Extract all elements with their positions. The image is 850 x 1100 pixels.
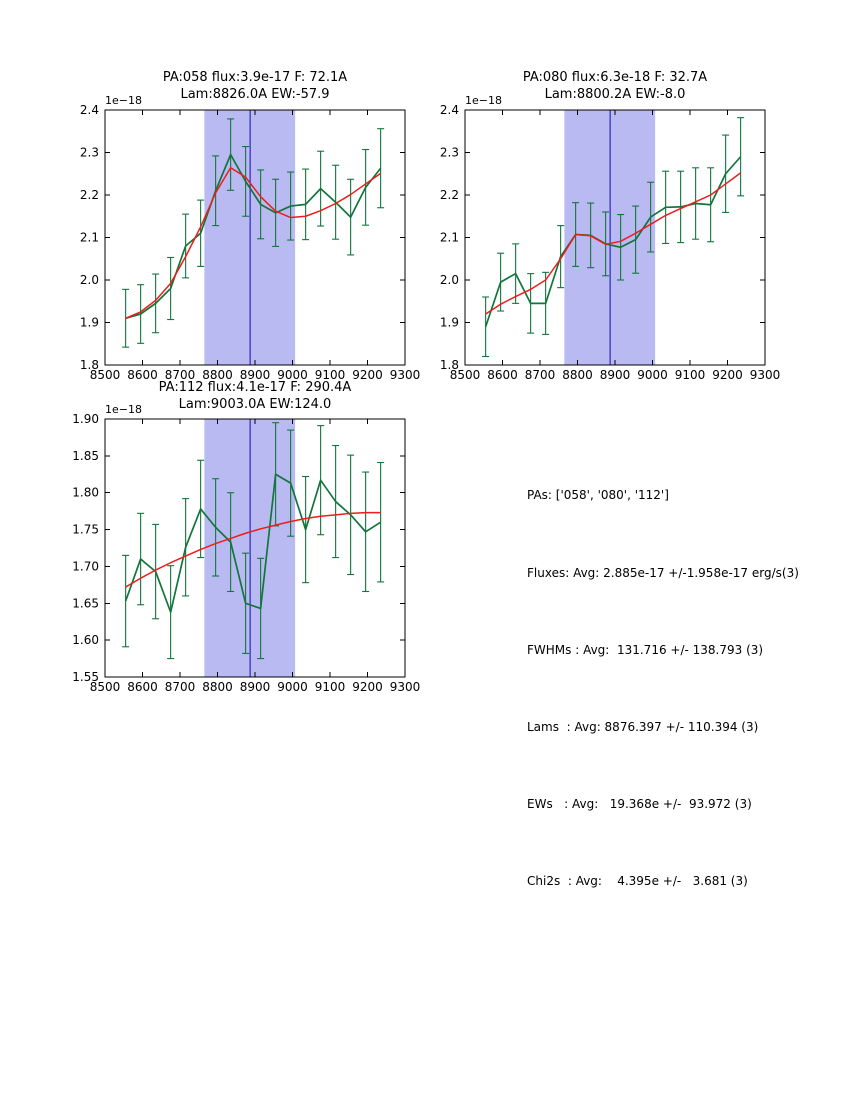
svg-text:2.1: 2.1 <box>79 230 99 245</box>
svg-text:8500: 8500 <box>89 368 121 382</box>
svg-text:8700: 8700 <box>164 680 196 694</box>
svg-text:8600: 8600 <box>127 680 158 694</box>
svg-text:9000: 9000 <box>277 368 308 382</box>
svg-text:1.8: 1.8 <box>79 358 99 372</box>
svg-text:9300: 9300 <box>389 368 421 382</box>
summary-stats <box>527 432 799 946</box>
stats-line-chi2s: Chi2s : Avg: 4.395e +/- 3.681 (3) <box>527 873 748 888</box>
svg-text:2.3: 2.3 <box>439 145 459 160</box>
chart-title-line1: PA:080 flux:6.3e-18 F: 32.7A <box>522 70 708 85</box>
chart-title-line2: Lam:8826.0A EW:-57.9 <box>180 87 330 102</box>
svg-text:1.65: 1.65 <box>72 596 99 611</box>
svg-text:9200: 9200 <box>352 680 383 694</box>
svg-text:8600: 8600 <box>487 368 518 382</box>
svg-text:1.9: 1.9 <box>439 315 459 330</box>
svg-text:1.90: 1.90 <box>72 412 99 426</box>
svg-text:8800: 8800 <box>202 680 233 694</box>
svg-text:9000: 9000 <box>637 368 668 382</box>
svg-text:2.4: 2.4 <box>79 103 99 117</box>
axis-offset-label: 1e−18 <box>105 94 142 107</box>
svg-text:2.1: 2.1 <box>439 230 459 245</box>
chart-pa058-svg <box>60 65 435 400</box>
stats-line-fwhms: FWHMs : Avg: 131.716 +/- 138.793 (3) <box>527 642 764 657</box>
svg-text:1.70: 1.70 <box>72 559 99 574</box>
chart-title-line1: PA:112 flux:4.1e-17 F: 290.4A <box>158 380 352 395</box>
chart-title-line1: PA:058 flux:3.9e-17 F: 72.1A <box>162 70 348 85</box>
stats-line-lams: Lams : Avg: 8876.397 +/- 110.394 (3) <box>527 719 759 734</box>
svg-text:1.9: 1.9 <box>79 315 99 330</box>
svg-text:8500: 8500 <box>89 680 121 694</box>
axis-offset-label: 1e−18 <box>105 403 142 416</box>
chart-title-line2: Lam:9003.0A EW:124.0 <box>178 397 332 412</box>
svg-text:9100: 9100 <box>314 368 346 382</box>
stats-line-pas: PAs: ['058', '080', '112'] <box>527 488 669 503</box>
svg-text:9000: 9000 <box>277 680 308 694</box>
svg-text:2.2: 2.2 <box>439 188 459 202</box>
svg-text:9100: 9100 <box>674 368 706 382</box>
stats-line-ews: EWs : Avg: 19.368e +/- 93.972 (3) <box>527 796 752 811</box>
svg-text:1.55: 1.55 <box>72 670 99 684</box>
svg-text:8900: 8900 <box>599 368 631 382</box>
svg-text:8700: 8700 <box>164 368 196 382</box>
chart-pa058 <box>60 65 435 400</box>
svg-text:9200: 9200 <box>352 368 383 382</box>
svg-text:8500: 8500 <box>449 368 481 382</box>
svg-text:9200: 9200 <box>712 368 743 382</box>
svg-text:8900: 8900 <box>239 368 271 382</box>
chart-title-line2: Lam:8800.2A EW:-8.0 <box>544 87 686 102</box>
chart-pa112 <box>60 375 435 715</box>
svg-text:2.4: 2.4 <box>439 103 459 117</box>
chart-pa080 <box>420 65 795 400</box>
svg-text:2.2: 2.2 <box>79 188 99 202</box>
svg-text:1.75: 1.75 <box>72 522 99 537</box>
svg-text:2.0: 2.0 <box>79 273 99 287</box>
svg-text:9100: 9100 <box>314 680 346 694</box>
svg-text:1.85: 1.85 <box>72 448 99 463</box>
svg-text:9300: 9300 <box>389 680 421 694</box>
chart-pa080-svg <box>420 65 795 400</box>
svg-text:8800: 8800 <box>202 368 233 382</box>
svg-text:2.3: 2.3 <box>79 145 99 160</box>
svg-text:8700: 8700 <box>524 368 556 382</box>
svg-text:9300: 9300 <box>749 368 781 382</box>
svg-text:1.80: 1.80 <box>72 485 99 500</box>
svg-text:8800: 8800 <box>562 368 593 382</box>
svg-text:1.8: 1.8 <box>439 358 459 372</box>
svg-text:2.0: 2.0 <box>439 273 459 287</box>
svg-text:8900: 8900 <box>239 680 271 694</box>
chart-pa112-svg <box>60 375 435 715</box>
stats-line-fluxes: Fluxes: Avg: 2.885e-17 +/-1.958e-17 erg/s(3) <box>527 565 799 580</box>
svg-text:1.60: 1.60 <box>72 633 99 648</box>
axis-offset-label: 1e−18 <box>465 94 502 107</box>
svg-text:8600: 8600 <box>127 368 158 382</box>
